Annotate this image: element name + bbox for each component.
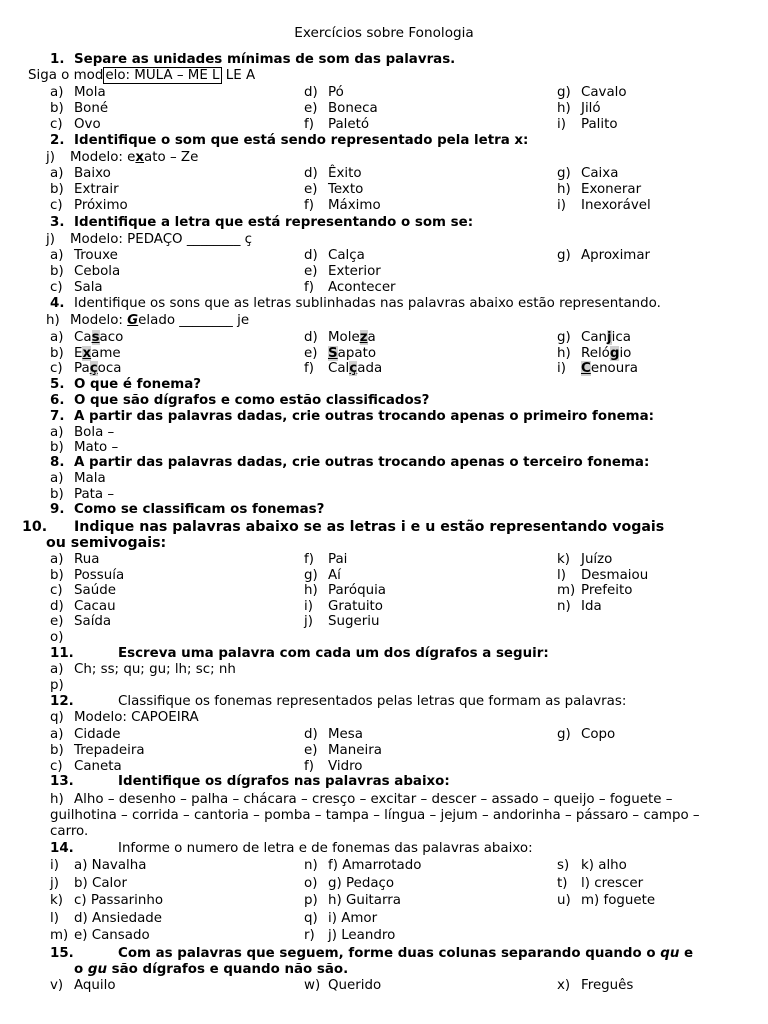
q2-item [557, 182, 641, 198]
q4-item [304, 330, 376, 346]
item-label: b) [50, 182, 64, 197]
item-label: f) [304, 117, 314, 132]
item-text: f) Amarrotado [328, 858, 422, 873]
question-15-cont: o gu são dígrafos e quando não são. [74, 962, 349, 977]
q3-model: j) Modelo: PEDAÇO ________ ç [46, 232, 253, 247]
item-text: Mesa [328, 727, 363, 742]
item-text: a) [50, 330, 64, 345]
q14-item [304, 876, 394, 892]
item-label: n) [304, 858, 318, 873]
item-text: Querido [328, 978, 382, 993]
q4-item [304, 361, 382, 377]
q4-item [557, 346, 631, 362]
item-label: d) [50, 598, 64, 614]
item-text: Sala [74, 280, 103, 295]
q10-item [50, 568, 124, 584]
item-label: a) [50, 727, 64, 742]
item-text: Possuía [74, 567, 125, 583]
question-11: 11. Escreva uma palavra com cada um dos dígrafos a seguir: [50, 646, 549, 661]
item-text: Baixo [74, 166, 111, 181]
item-label: m) [557, 583, 576, 598]
q11-extra-label: p) [50, 678, 64, 693]
item-label: d) [304, 166, 318, 181]
q12-item [304, 727, 363, 743]
item-text: d) [304, 330, 318, 345]
q14-item [557, 876, 643, 892]
q14-item [50, 911, 162, 927]
item-text: Freguês [581, 978, 634, 993]
underlined-letter: j [607, 330, 612, 345]
q10-item [304, 583, 386, 599]
item-text: Cal [328, 361, 350, 376]
item-text: Sugeriu [328, 614, 380, 629]
q10-item [557, 552, 612, 568]
item-text: Pa [74, 361, 90, 376]
item-text: Paróquia [328, 583, 386, 598]
item-text: c) Passarinho [74, 893, 164, 908]
underlined-letter: z [359, 330, 368, 345]
item-label: e) [304, 743, 318, 758]
item-label: f) [304, 759, 314, 774]
item-text: Paletó [328, 117, 370, 132]
item-text: a) Navalha [74, 858, 147, 873]
q14-item [304, 928, 395, 944]
q12-item [50, 727, 121, 743]
q15-item [304, 978, 381, 994]
question-12: 12. Classifique os fonemas representados pelas letras que formam as palavras: [50, 694, 627, 709]
item-text: b) [50, 345, 64, 361]
q14-item [50, 893, 163, 909]
item-label: u) [557, 893, 571, 908]
item-text: Ca [74, 330, 92, 345]
item-text: Boné [74, 101, 109, 116]
item-label: a) [50, 248, 64, 263]
item-text: Cavalo [581, 85, 627, 100]
item-text: l) crescer [581, 875, 644, 891]
item-label: b) [50, 743, 64, 758]
item-label: h) [557, 182, 571, 197]
q14-item [50, 928, 150, 944]
question-7: 7. A partir das palavras dadas, crie outras trocando apenas o primeiro fonema: [50, 409, 655, 424]
question-14: 14. Informe o numero de letra e de fonemas das palavras abaixo: [50, 841, 533, 856]
item-label: a) [50, 85, 64, 100]
q10-item [304, 568, 341, 584]
q10-item [304, 614, 379, 630]
item-text: enoura [590, 361, 638, 376]
item-text: Rua [74, 552, 100, 567]
q4-item [50, 361, 121, 377]
q1-item [304, 101, 378, 117]
item-label: k) [50, 893, 63, 908]
question-5: 5. O que é fonema? [50, 377, 202, 392]
item-text: Juízo [581, 552, 613, 567]
q4-item [557, 361, 638, 377]
item-text: Maneira [328, 743, 382, 758]
underlined-letter: ç [349, 361, 358, 376]
q1-item [50, 117, 101, 133]
item-label: f) [304, 552, 314, 567]
item-text: Ida [581, 598, 602, 614]
q2-item [50, 166, 111, 182]
q12-model: q) Modelo: CAPOEIRA [50, 710, 199, 725]
underlined-letter: C [581, 361, 591, 376]
q2-item [304, 182, 363, 198]
item-label: g) [557, 248, 571, 263]
item-label: l) [557, 567, 566, 583]
item-text: Aproximar [581, 248, 651, 263]
item-text: Próximo [74, 198, 128, 213]
item-label: a) [50, 166, 64, 181]
item-text: h) [557, 345, 571, 361]
q7-item-b: b) Mato – [50, 440, 119, 455]
item-label: d) [304, 727, 318, 742]
q13-line-1: h) Alho – desenho – palha – chácara – cresço – excitar – descer – assado – queijo – foguete – [50, 792, 673, 807]
item-label: k) [557, 552, 570, 567]
q12-item [50, 743, 145, 759]
question-15: 15. Com as palavras que seguem, forme duas colunas separando quando o qu e [50, 946, 694, 961]
item-text: Saúde [74, 583, 116, 598]
item-label: g) [557, 166, 571, 181]
item-text: aco [99, 330, 124, 345]
item-text: Inexorável [581, 198, 651, 213]
q1-item [50, 85, 106, 101]
item-text: k) alho [581, 858, 627, 873]
item-label: j) [50, 875, 59, 891]
item-label: n) [557, 598, 571, 614]
item-text: Caixa [581, 166, 619, 181]
item-text: Cidade [74, 727, 121, 742]
q14-item [304, 911, 377, 927]
q3-item [304, 248, 365, 264]
item-label: f) [304, 280, 314, 295]
q14-item [50, 876, 127, 892]
q3-item [50, 280, 103, 296]
q12-item [50, 759, 122, 775]
item-label: c) [50, 280, 63, 295]
item-label: e) [304, 101, 318, 116]
item-label: p) [304, 893, 318, 908]
item-text: ame [91, 345, 121, 361]
item-label: i) [304, 598, 313, 614]
item-text: io [619, 345, 632, 361]
item-label: b) [50, 264, 64, 279]
q14-item [304, 858, 421, 874]
q10-item [50, 583, 116, 599]
item-label: b) [50, 101, 64, 116]
item-text: g) [557, 330, 571, 345]
item-text: Mole [328, 330, 360, 345]
q10-item [304, 599, 383, 615]
item-text: e) Cansado [74, 928, 150, 943]
item-text: Aquilo [74, 978, 116, 993]
q14-item [557, 858, 627, 874]
q12-item [557, 727, 615, 743]
q14-item [50, 858, 146, 874]
underlined-letter: S [328, 345, 338, 361]
item-text: Gratuito [328, 598, 383, 614]
item-text: j) Leandro [328, 928, 396, 943]
q4-item [304, 346, 376, 362]
item-text: h) Guitarra [328, 893, 401, 908]
q14-item [557, 893, 655, 909]
q10-extra-label: o) [50, 630, 64, 645]
item-text: Jiló [581, 101, 601, 116]
item-label: x) [557, 978, 571, 993]
item-label: m) [50, 928, 69, 943]
item-text: Reló [581, 345, 610, 361]
q10-item [557, 599, 602, 615]
question-13: 13. Identifique os dígrafos nas palavras abaixo: [50, 774, 450, 789]
q2-item [304, 166, 362, 182]
item-text: Vidro [328, 759, 363, 774]
item-label: s) [557, 858, 570, 873]
question-9: 9. Como se classificam os fonemas? [50, 502, 325, 517]
question-10-cont: ou semivogais: [46, 535, 167, 551]
item-label: j) [304, 614, 313, 629]
item-text: apato [337, 345, 377, 361]
q3-item [304, 280, 396, 296]
item-label: q) [304, 910, 318, 926]
item-text: oca [97, 361, 122, 376]
q3-item [50, 248, 118, 264]
item-text: Boneca [328, 101, 378, 116]
question-8: 8. A partir das palavras dadas, crie outras trocando apenas o terceiro fonema: [50, 455, 650, 470]
q4-item [50, 330, 123, 346]
item-text: Exterior [328, 264, 381, 279]
item-label: r) [304, 928, 315, 943]
q2-item [50, 198, 128, 214]
item-text: Ovo [74, 117, 101, 132]
q7-item-a: a) Bola – [50, 425, 115, 440]
item-text: E [74, 345, 83, 361]
item-text: Cebola [74, 264, 121, 279]
q10-item [50, 614, 111, 630]
q3-item [304, 264, 381, 280]
item-label: i) [50, 858, 59, 873]
q1-item [304, 117, 369, 133]
q15-item [557, 978, 633, 994]
question-10: 10. Indique nas palavras abaixo se as letras i e u estão representando vogais [22, 519, 665, 535]
item-label: i) [557, 117, 566, 132]
item-label: d) [304, 85, 318, 100]
item-label: c) [50, 198, 63, 213]
q10-item [50, 599, 116, 615]
item-label: v) [50, 978, 64, 993]
q1-item [557, 101, 601, 117]
q3-item [557, 248, 650, 264]
q1-item [304, 85, 344, 101]
item-text: Acontecer [328, 280, 396, 295]
question-1: 1. Separe as unidades mínimas de som das palavras. [50, 52, 456, 67]
item-text: Mola [74, 85, 106, 100]
item-text: Pai [328, 552, 348, 567]
item-label: d) [304, 248, 318, 263]
q4-model: h) Modelo: Gelado ________ je [46, 313, 250, 328]
item-label: i) [557, 198, 566, 213]
item-text: Pó [328, 85, 344, 100]
q10-item [557, 568, 648, 584]
item-text: i) [557, 361, 566, 376]
item-label: o) [304, 875, 318, 891]
q3-item [50, 264, 120, 280]
item-label: e) [50, 614, 64, 629]
q12-item [304, 743, 382, 759]
item-text: Cacau [74, 598, 116, 614]
item-label: e) [304, 182, 318, 197]
item-label: h) [304, 583, 318, 598]
q4-item [557, 330, 631, 346]
item-text: Trouxe [74, 248, 118, 263]
item-text: Extrair [74, 182, 119, 197]
page-title: Exercícios sobre Fonologia [294, 25, 474, 41]
item-label: h) [557, 101, 571, 116]
item-text: b) Calor [74, 875, 127, 891]
q8-item-b: b) Pata – [50, 487, 115, 502]
q4-item [50, 346, 121, 362]
q10-item [50, 552, 99, 568]
item-label: c) [50, 759, 63, 774]
item-text: Exonerar [581, 182, 642, 197]
item-text: Máximo [328, 198, 381, 213]
q1-item [50, 101, 108, 117]
item-text: Calça [328, 248, 365, 263]
item-label: l) [50, 910, 59, 926]
item-text: Can [581, 330, 608, 345]
item-text: Desmaiou [581, 567, 649, 583]
item-text: Copo [581, 727, 616, 742]
underlined-letter: s [91, 330, 100, 345]
item-label: e) [304, 264, 318, 279]
question-4: 4. Identifique os sons que as letras sublinhadas nas palavras abaixo estão representando. [50, 296, 661, 311]
item-text: e) [304, 345, 318, 361]
question-3: 3. Identifique a letra que está representando o som se: [50, 215, 474, 230]
item-text: Prefeito [581, 583, 633, 598]
underlined-letter: x [82, 345, 92, 361]
q2-item [557, 198, 651, 214]
underlined-letter: g [609, 345, 620, 361]
q11-line: a) Ch; ss; qu; gu; lh; sc; nh [50, 662, 236, 677]
q2-item [557, 166, 618, 182]
item-label: w) [304, 978, 321, 993]
item-text: Palito [581, 117, 618, 132]
item-label: b) [50, 567, 64, 583]
item-text: c) [50, 361, 63, 376]
item-text: Saída [74, 614, 112, 629]
item-text: g) Pedaço [328, 875, 395, 891]
item-text: Êxito [328, 166, 362, 181]
item-label: a) [50, 552, 64, 567]
q8-item-a: a) Mala [50, 471, 106, 486]
underlined-letter: ç [89, 361, 98, 376]
item-text: Caneta [74, 759, 122, 774]
question-2: 2. Identifique o som que está sendo representado pela letra x: [50, 133, 529, 148]
item-text: d) Ansiedade [74, 910, 163, 926]
q12-item [304, 759, 363, 775]
q2-item [304, 198, 381, 214]
q1-model: Siga o mod elo: MULA – ME L LE A [28, 68, 256, 83]
q13-line-2: guilhotina – corrida – cantoria – pomba – tampa – língua – jejum – andorinha – pássaro – campo – [50, 808, 700, 823]
item-text: ica [611, 330, 631, 345]
item-label: f) [304, 198, 314, 213]
question-6: 6. O que são dígrafos e como estão classificados? [50, 393, 430, 408]
item-label: g) [557, 727, 571, 742]
item-text: m) foguete [581, 893, 656, 908]
q10-item [304, 552, 347, 568]
q13-line-3: carro. [50, 824, 89, 839]
item-label: c) [50, 583, 63, 598]
item-text: Aí [328, 567, 341, 583]
q14-item [304, 893, 401, 909]
item-label: g) [304, 567, 318, 583]
item-text: Texto [328, 182, 364, 197]
q2-model: j) Modelo: exato – Ze [46, 150, 199, 165]
item-text: f) [304, 361, 314, 376]
item-label: g) [557, 85, 571, 100]
q15-item [50, 978, 116, 994]
q1-item [557, 117, 618, 133]
item-text: ada [357, 361, 383, 376]
item-label: c) [50, 117, 63, 132]
item-text: Trepadeira [74, 743, 145, 758]
q10-item [557, 583, 632, 599]
q1-item [557, 85, 627, 101]
item-label: t) [557, 875, 568, 891]
item-text: i) Amor [328, 910, 378, 926]
q2-item [50, 182, 119, 198]
item-text: a [367, 330, 376, 345]
